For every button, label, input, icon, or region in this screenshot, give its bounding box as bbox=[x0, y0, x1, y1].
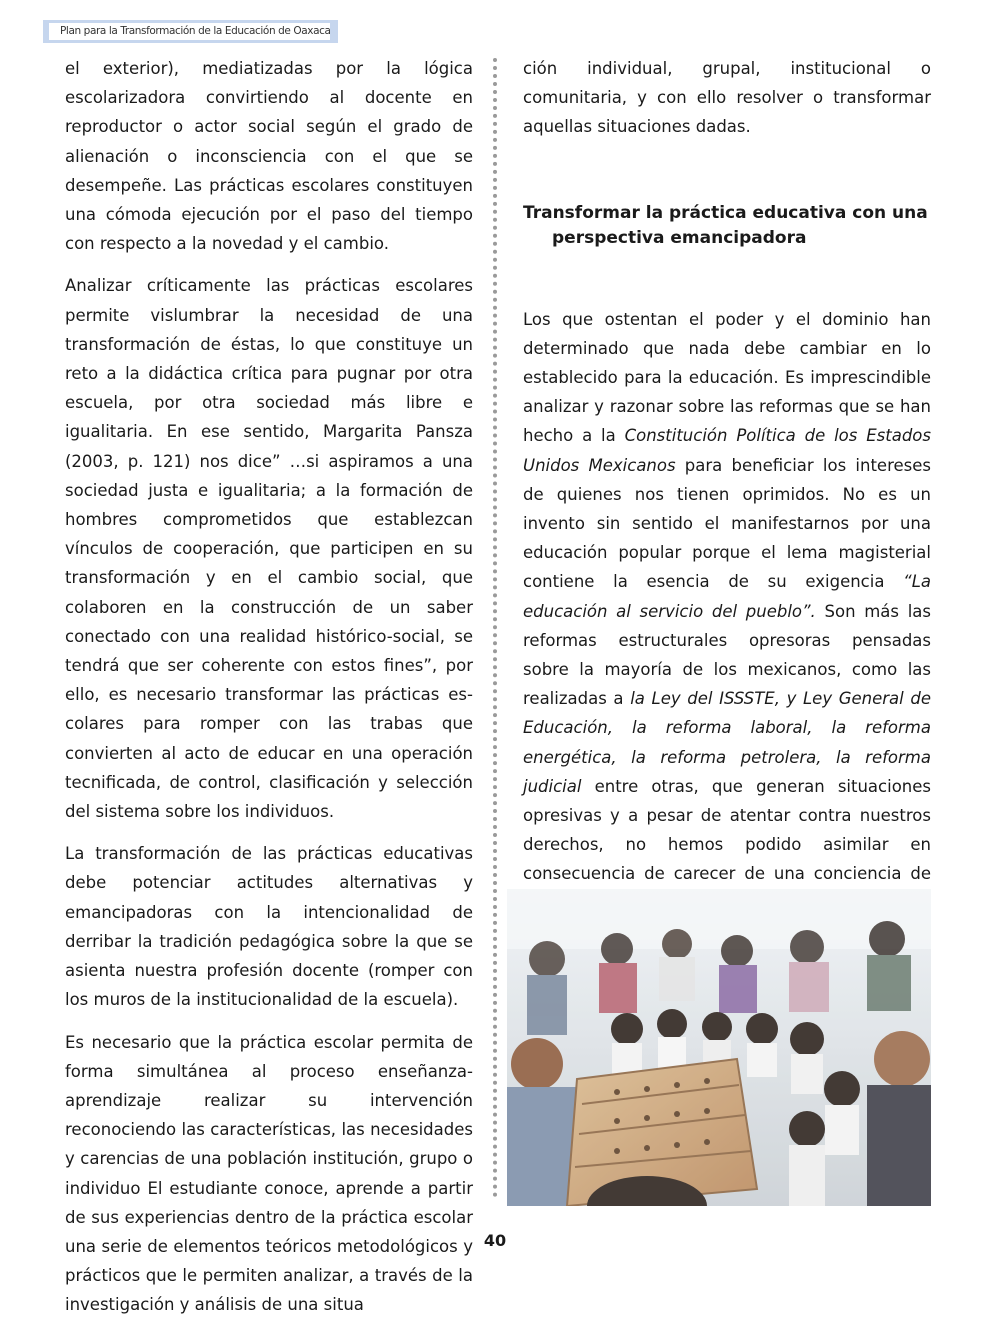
left-column bbox=[65, 54, 473, 1333]
left-paragraph-4: Es necesario que la práctica escolar permita de forma simultánea al proceso enseñanza- aprendizaje realizar su intervención reconociendo las características, las necesidades y carencias de una población institución, grupo o individuo El estudiante conoce, aprende a partir de sus experiencias dentro de la práctica escolar una serie de elementos teóricos metodológicos y prácticos que le permiten analizar, a través de la investigación y análisis de una situa bbox=[65, 1032, 473, 1315]
right-column bbox=[523, 54, 931, 931]
body-text-4: entre otras, que generan situaciones opresivas y a pesar de atentar contra nuestros derechos, no hemos podido asimilar en consecuencia de carecer de una conciencia de bbox=[523, 776, 931, 884]
body-text-1: Los que ostentan el poder y el dominio han determinado que nada debe cambiar en lo establecido para la educación. Es imprescindible analizar y razonar sobre las reformas que se han hecho a la bbox=[523, 309, 931, 446]
page-number: 40 bbox=[483, 1231, 507, 1250]
body-italic-constitution: Constitución Política de los Estados Unidos Mexicanos bbox=[523, 426, 931, 475]
body-italic-reforms: la Ley del ISSSTE, y Ley General de Educación, la reforma laboral, la reforma energética, la reforma petrolera, la reforma judicial bbox=[523, 689, 931, 796]
left-paragraph-2: Analizar críticamente las prácticas escolares permite vislumbrar la necesidad de una transformación de éstas, lo que constituye un reto a la didáctica crítica para pugnar por otra escuela, por otra sociedad más libre e igualitaria. En ese sentido, Margarita Pansza (2003, p. 121) nos dice” …si aspiramos a una sociedad justa e igualitaria; a la formación de hombres comprometidos que establezcan vínculos de cooperación, que participen en su transformación y en el cambio social, que colaboren en la construcción de un saber conectado con una realidad histórico-social, se tendrá que ser coherente con estos fines”, por ello, es necesario transformar las prácticas escolares para romper con las trabas que convierten al acto de educar en una operación tecnificada, de control, clasificación y selección del sistema sobre los individuos. bbox=[65, 276, 473, 822]
body-text-2: para beneficiar los intereses de quienes nos tienen oprimidos. No es un invento sin sentido el manifestarnos por una educación popular porque el lema magisterial contiene la esencia de su exigencia bbox=[523, 455, 931, 592]
running-header-title: Plan para la Transformación de la Educación de Oaxaca bbox=[49, 23, 330, 40]
running-header bbox=[43, 20, 338, 43]
photo-illustration bbox=[507, 889, 931, 1206]
section-heading: Transformar la práctica educativa con una perspectiva emancipadora bbox=[523, 202, 928, 248]
children-playing-photo bbox=[507, 889, 931, 1206]
right-intro-paragraph: ción individual, grupal, institucional o comunitaria, y con ello resolver o transformar aquellas situaciones dadas. bbox=[523, 59, 931, 137]
body-text-3: Son más las reformas estructurales opresoras pensadas sobre la mayoría de los mexicanos, como las realizadas a bbox=[523, 601, 931, 709]
right-body-paragraph bbox=[523, 305, 931, 918]
column-divider bbox=[493, 58, 497, 1198]
left-paragraph-1: el exterior), mediatizadas por la lógica escolarizadora convirtiendo al docente en reproductor o actor social según el grado de alienación o inconsciencia con el que se desempeñe. Las prácticas escolares constituyen una cómoda ejecución por el paso del tiempo con respecto a la novedad y el cambio. bbox=[65, 59, 473, 254]
left-paragraph-3: La transformación de las prácticas educativas debe potenciar actitudes alternativas y emancipadoras con la intencionalidad de derribar la tradición pedagógica sobre la que se asienta nuestra profesión docente (romper con los muros de la institucionalidad de la escuela). bbox=[65, 844, 473, 1010]
body-italic-slogan: “La educación al servicio del pueblo”. bbox=[523, 572, 931, 621]
